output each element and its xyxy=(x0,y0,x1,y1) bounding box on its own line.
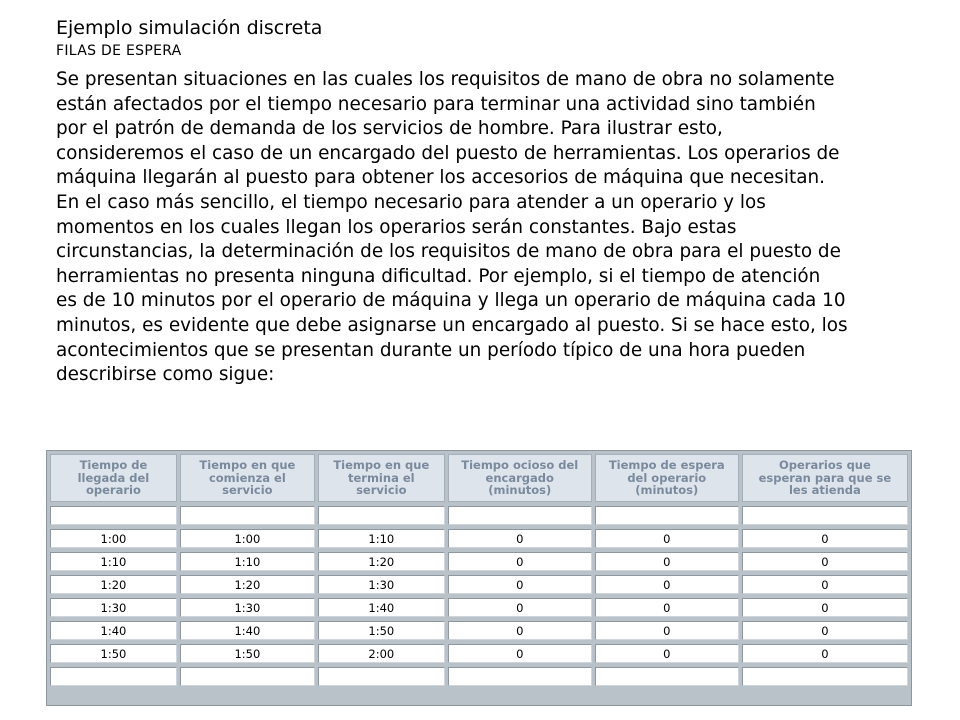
section-subtitle: FILAS DE ESPERA xyxy=(56,43,182,59)
column-header-line: les atienda xyxy=(788,483,861,498)
paragraph-line: por el patrón de demanda de los servicios de hombre. Para ilustrar esto, xyxy=(56,118,723,140)
table-cell: 0 xyxy=(448,552,592,571)
table-cell: 0 xyxy=(742,575,908,594)
paragraph-line: describirse como sigue: xyxy=(56,364,275,386)
table-cell: 0 xyxy=(448,598,592,617)
queue-simulation-table xyxy=(47,450,911,690)
table-cell xyxy=(448,667,592,686)
column-header-line: Tiempo ocioso del xyxy=(461,458,579,473)
table-cell: 1:30 xyxy=(318,575,445,594)
column-header-line: comienza el xyxy=(208,470,286,485)
column-header-line: Tiempo de espera xyxy=(608,458,725,473)
paragraph-line: máquina llegarán al puesto para obtener los accesorios de máquina que necesitan. xyxy=(56,167,825,189)
table-cell: 1:20 xyxy=(318,552,445,571)
column-header-line: termina el xyxy=(347,470,415,485)
table-cell xyxy=(742,667,908,686)
column-header xyxy=(50,454,177,502)
table-row xyxy=(50,575,908,594)
table-cell: 1:30 xyxy=(50,598,177,617)
paragraph-line: herramientas no presenta ninguna dificultad. Por ejemplo, si el tiempo de atención xyxy=(56,265,821,287)
table-cell: 1:20 xyxy=(50,575,177,594)
column-header-line: del operario xyxy=(627,470,707,485)
paragraph-line: acontecimientos que se presentan durante un período típico de una hora pueden xyxy=(56,339,806,361)
table-cell xyxy=(318,667,445,686)
table-cell: 1:10 xyxy=(318,529,445,548)
table-cell: 0 xyxy=(595,529,739,548)
table-cell: 1:20 xyxy=(180,575,315,594)
column-header-line: Tiempo en que xyxy=(199,458,296,473)
column-header xyxy=(318,454,445,502)
table-cell xyxy=(595,506,739,525)
paragraph-line: minutos, es evidente que debe asignarse un encargado al puesto. Si se hace esto, los xyxy=(56,314,848,336)
table-cell: 0 xyxy=(448,575,592,594)
table-cell: 0 xyxy=(448,644,592,663)
paragraph-line: En el caso más sencillo, el tiempo necesario para atender a un operario y los xyxy=(56,191,766,213)
paragraph-line: circunstancias, la determinación de los requisitos de mano de obra para el puesto de xyxy=(56,241,841,263)
column-header-line: operario xyxy=(86,483,141,498)
table-row xyxy=(50,667,908,686)
table-cell: 2:00 xyxy=(318,644,445,663)
table-cell: 1:00 xyxy=(180,529,315,548)
column-header-line: Tiempo de xyxy=(79,458,148,473)
paragraph-line: momentos en los cuales llegan los operarios serán constantes. Bajo estas xyxy=(56,216,737,238)
table-cell: 0 xyxy=(448,621,592,640)
table-cell: 0 xyxy=(595,644,739,663)
table-cell: 0 xyxy=(595,621,739,640)
table-row xyxy=(50,529,908,548)
table-cell xyxy=(742,506,908,525)
column-header-line: Operarios que xyxy=(778,458,871,473)
column-header xyxy=(180,454,315,502)
column-header-line: encargado xyxy=(485,470,554,485)
table-cell xyxy=(180,506,315,525)
paragraph-line: consideremos el caso de un encargado del puesto de herramientas. Los operarios de xyxy=(56,142,840,164)
table-cell: 0 xyxy=(595,575,739,594)
queue-table-frame xyxy=(46,450,912,706)
table-cell xyxy=(318,506,445,525)
column-header-line: Tiempo en que xyxy=(333,458,430,473)
page-title: Ejemplo simulación discreta xyxy=(56,17,323,39)
table-cell: 0 xyxy=(742,598,908,617)
table-cell: 0 xyxy=(742,621,908,640)
table-cell xyxy=(448,506,592,525)
table-cell: 0 xyxy=(448,529,592,548)
table-cell: 1:40 xyxy=(318,598,445,617)
table-cell: 1:30 xyxy=(180,598,315,617)
column-header-line: servicio xyxy=(356,483,407,498)
table-row xyxy=(50,552,908,571)
table-cell: 0 xyxy=(742,644,908,663)
table-cell: 1:50 xyxy=(50,644,177,663)
table-cell: 1:00 xyxy=(50,529,177,548)
table-cell: 0 xyxy=(595,552,739,571)
paragraph-line: Se presentan situaciones en las cuales los requisitos de mano de obra no solamente xyxy=(56,69,835,90)
column-header xyxy=(595,454,739,502)
paragraph-line: están afectados por el tiempo necesario para terminar una actividad sino también xyxy=(56,93,816,115)
table-cell: 1:50 xyxy=(318,621,445,640)
table-row xyxy=(50,598,908,617)
table-row xyxy=(50,644,908,663)
table-row xyxy=(50,506,908,525)
table-cell xyxy=(50,506,177,525)
table-cell: 1:40 xyxy=(50,621,177,640)
table-cell: 1:10 xyxy=(180,552,315,571)
column-header-line: llegada del xyxy=(77,470,150,485)
table-cell xyxy=(50,667,177,686)
table-row xyxy=(50,621,908,640)
body-paragraph xyxy=(56,68,906,388)
paragraph-line: es de 10 minutos por el operario de máquina y llega un operario de máquina cada 10 xyxy=(56,290,846,312)
table-cell: 0 xyxy=(742,552,908,571)
column-header xyxy=(742,454,908,502)
column-header-line: esperan para que se xyxy=(758,470,892,485)
column-header-line: (minutos) xyxy=(488,483,552,498)
table-cell xyxy=(595,667,739,686)
table-cell xyxy=(180,667,315,686)
table-cell: 1:40 xyxy=(180,621,315,640)
table-cell: 1:50 xyxy=(180,644,315,663)
table-body xyxy=(50,506,908,686)
column-header xyxy=(448,454,592,502)
table-header xyxy=(50,454,908,502)
header-row xyxy=(50,454,908,502)
table-cell: 1:10 xyxy=(50,552,177,571)
table-cell: 0 xyxy=(595,598,739,617)
table-cell: 0 xyxy=(742,529,908,548)
column-header-line: (minutos) xyxy=(635,483,699,498)
column-header-line: servicio xyxy=(222,483,273,498)
